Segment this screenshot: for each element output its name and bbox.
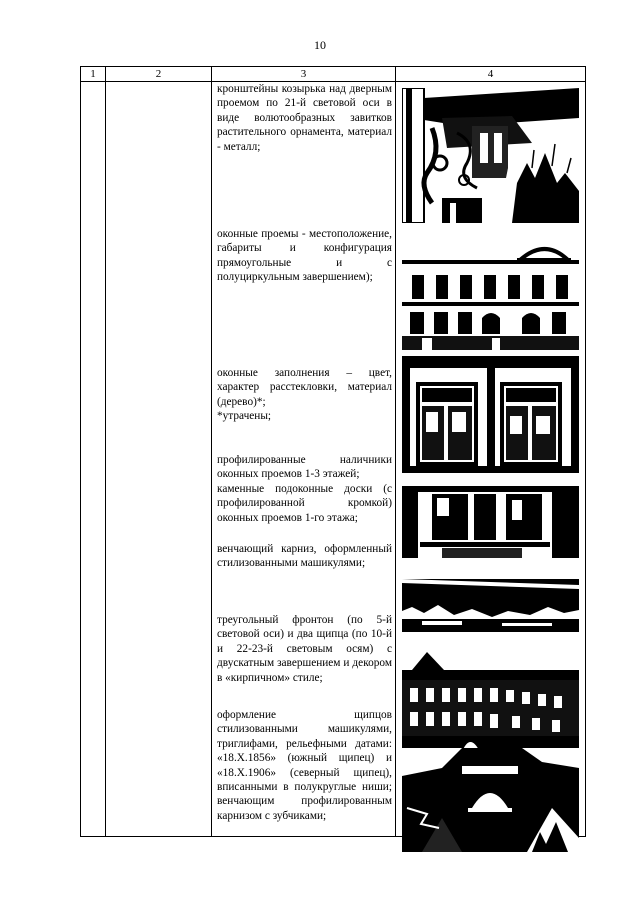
photo-cell — [396, 82, 586, 837]
entry-text: треугольный фронтон (по 5-й световой оси) и два щипца (по 10-й и 22-23-й световым осям) с двускатным завершением и декором в «кирпичном» стиле; — [217, 614, 392, 684]
entry-text: каменные подоконные доски (с профилированной кромкой) оконных проемов 1-го этажа; — [217, 482, 392, 524]
pediment-photo — [402, 642, 579, 752]
entry-text: кронштейны козырька над дверным проемом по 21-й световой оси в виде волютообразных завитков растительного орнамента, материал - металл; — [217, 83, 392, 153]
entry-text: венчающий карниз, оформленный стилизованными машикулями; — [217, 543, 392, 570]
column-header-2: 2 — [106, 67, 212, 82]
window-sill-photo — [402, 486, 579, 558]
entry-pediment — [217, 613, 392, 685]
protected-elements-table — [80, 66, 586, 837]
metal-canopy-bracket-photo — [402, 88, 579, 223]
gable-decor-photo — [402, 748, 579, 852]
entry-gable-decor — [217, 708, 392, 823]
window-frames-photo — [402, 356, 579, 473]
entry-cornice — [217, 542, 392, 571]
cornice-photo — [402, 571, 579, 632]
entry-text: оконные заполнения – цвет, характер расстекловки, материал (дерево)*; — [217, 367, 392, 408]
entry-window-casings — [217, 453, 392, 525]
column-2-cell — [106, 82, 212, 837]
entry-canopy-brackets — [217, 82, 392, 154]
description-cell — [212, 82, 396, 837]
facade-windows-photo — [402, 240, 579, 350]
entry-footnote: *утрачены; — [217, 410, 272, 423]
column-header-4: 4 — [396, 67, 586, 82]
entry-window-openings — [217, 227, 392, 285]
entry-text: оконные проемы - местоположение, габариты и конфигурация прямоугольные и с полуциркульным завершением); — [217, 228, 392, 284]
column-1-cell — [81, 82, 106, 837]
column-header-1: 1 — [81, 67, 106, 82]
entry-text: оформление щипцов стилизованными машикулями, триглифами, рельефными датами: «18.Х.1856» (южный щипец) и «18.Х.1906» (северный щипец), вписанными в полукруглые ниши; венчающим профилированным карнизом с зубчиками; — [217, 709, 392, 822]
column-header-3: 3 — [212, 67, 396, 82]
page-number: 10 — [314, 38, 326, 52]
table-row — [81, 82, 586, 837]
entry-window-fillings — [217, 366, 392, 424]
table-header-row — [81, 67, 586, 82]
entry-text: профилированные наличники оконных проемов 1-3 этажей; — [217, 454, 392, 481]
